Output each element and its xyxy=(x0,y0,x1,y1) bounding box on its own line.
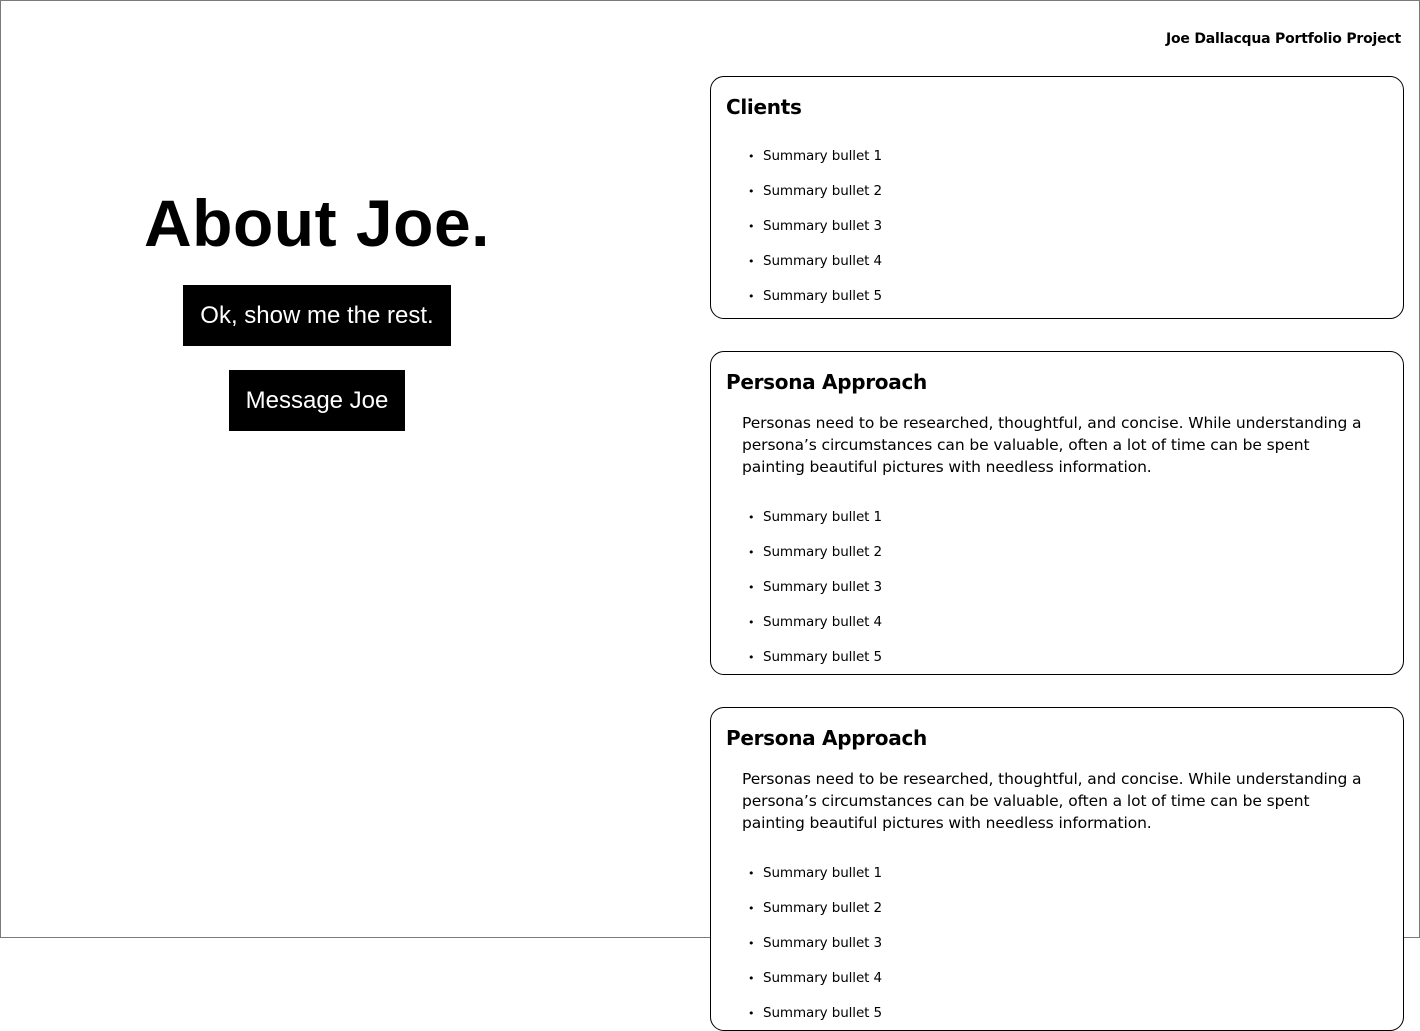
list-item-label: Summary bullet 3 xyxy=(763,935,883,951)
bullet-dot-icon: • xyxy=(748,255,755,268)
bullet-list xyxy=(726,856,1388,1031)
card-title: Persona Approach xyxy=(726,726,927,750)
list-item-label: Summary bullet 3 xyxy=(763,218,883,234)
card-body: Personas need to be researched, thoughtful, and concise. While understanding a persona’s circumstances can be valuable, often a lot of time can be spent painting beautiful pictures with needless information. xyxy=(742,414,1362,476)
bullet-list xyxy=(726,500,1388,675)
bullet-list xyxy=(726,139,1388,314)
hero-section xyxy=(1,181,633,431)
list-item-label: Summary bullet 4 xyxy=(763,970,883,986)
bullet-dot-icon: • xyxy=(748,902,755,915)
page-title: About Joe. xyxy=(144,186,490,260)
bullet-dot-icon: • xyxy=(748,616,755,629)
list-item-label: Summary bullet 3 xyxy=(763,579,883,595)
list-item-label: Summary bullet 4 xyxy=(763,253,883,269)
list-item xyxy=(748,856,1388,891)
list-item xyxy=(748,535,1388,570)
project-label: Joe Dallacqua Portfolio Project xyxy=(1165,31,1401,47)
bullet-dot-icon: • xyxy=(748,1007,755,1020)
card-title: Persona Approach xyxy=(726,370,927,394)
list-item xyxy=(748,279,1388,314)
bullet-dot-icon: • xyxy=(748,185,755,198)
list-item-label: Summary bullet 1 xyxy=(763,865,883,881)
bullet-dot-icon: • xyxy=(748,937,755,950)
card-body: Personas need to be researched, thoughtful, and concise. While understanding a persona’s circumstances can be valuable, often a lot of time can be spent painting beautiful pictures with needless information. xyxy=(742,770,1362,832)
bullet-dot-icon: • xyxy=(748,581,755,594)
list-item-label: Summary bullet 5 xyxy=(763,288,883,304)
bullet-dot-icon: • xyxy=(748,511,755,524)
message-joe-button[interactable]: Message Joe xyxy=(229,370,406,431)
cards-column xyxy=(710,76,1404,1031)
list-item-label: Summary bullet 5 xyxy=(763,1005,883,1021)
list-item xyxy=(748,139,1388,174)
list-item xyxy=(748,640,1388,675)
list-item-label: Summary bullet 5 xyxy=(763,649,883,665)
persona-approach-card xyxy=(710,351,1404,675)
list-item xyxy=(748,500,1388,535)
list-item-label: Summary bullet 2 xyxy=(763,183,883,199)
bullet-dot-icon: • xyxy=(748,290,755,303)
bullet-dot-icon: • xyxy=(748,150,755,163)
bullet-dot-icon: • xyxy=(748,651,755,664)
list-item xyxy=(748,996,1388,1031)
list-item-label: Summary bullet 1 xyxy=(763,148,883,164)
list-item xyxy=(748,961,1388,996)
list-item-label: Summary bullet 1 xyxy=(763,509,883,525)
list-item xyxy=(748,605,1388,640)
list-item-label: Summary bullet 2 xyxy=(763,544,883,560)
list-item xyxy=(748,174,1388,209)
clients-card xyxy=(710,76,1404,319)
list-item xyxy=(748,926,1388,961)
list-item xyxy=(748,209,1388,244)
show-rest-button[interactable]: Ok, show me the rest. xyxy=(183,285,450,346)
list-item-label: Summary bullet 4 xyxy=(763,614,883,630)
persona-approach-card xyxy=(710,707,1404,1031)
card-title: Clients xyxy=(726,95,802,119)
bullet-dot-icon: • xyxy=(748,972,755,985)
bullet-dot-icon: • xyxy=(748,867,755,880)
list-item xyxy=(748,570,1388,605)
bullet-dot-icon: • xyxy=(748,220,755,233)
bullet-dot-icon: • xyxy=(748,546,755,559)
list-item xyxy=(748,244,1388,279)
list-item-label: Summary bullet 2 xyxy=(763,900,883,916)
list-item xyxy=(748,891,1388,926)
